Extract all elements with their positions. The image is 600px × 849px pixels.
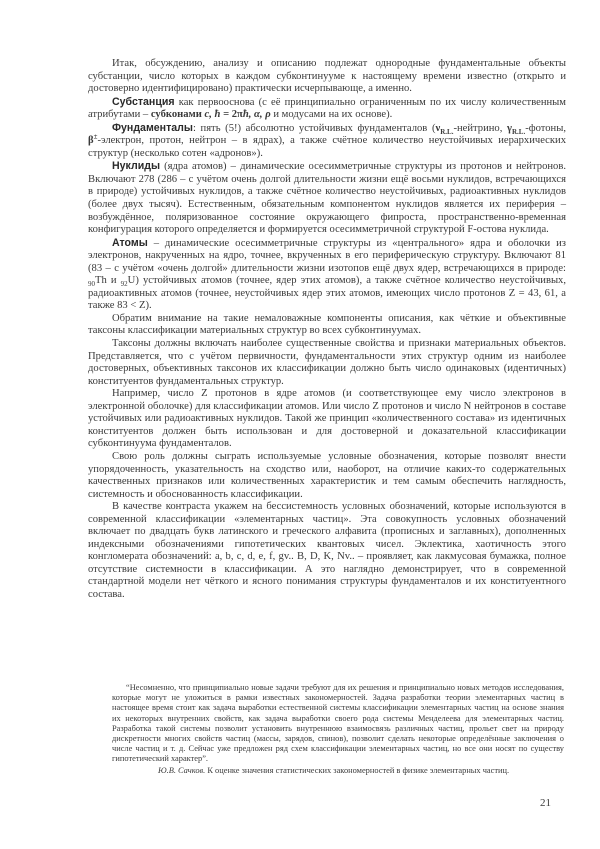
paragraph-substance: Субстанция как первооснова (с её принципиально ограниченным по их числу количественным атрибутами – субконами c, ħ = 2πħ, α, ρ и модусами на их основе). <box>88 95 566 121</box>
main-text <box>88 58 566 602</box>
quote-title: К оценке значения статистических закономерностей в физике элементарных частиц. <box>205 765 510 775</box>
quote-text: “Несомненно, что принципиально новые задачи требуют для их решения и принципиально новых методов исследования, которые могут не уложиться в рамки известных закономерностей. Задача разработки теории элементарных частиц в настоящее время стоит как задача выработки естественной системы классификации элементарных частиц на основе знания их некоторых внутренних свойств, как задача выработки своего рода системы Менделеева для элементарных частиц. Разработка такой системы позволит установить внутреннюю взаимосвязь различных частиц, прольет свет на природу дискретности многих свойств частиц (массы, зарядов, спинов), позволит сделать некоторые определённые заключения о числе частиц и т. д. Сейчас уже предложен ряд схем классификации элементарных частиц, но все они носят по существу гипотетический характер”. <box>112 683 564 764</box>
paragraph-taxa-properties: Таксоны должны включать наиболее существенные свойства и признаки материальных объектов. Представляется, что с учётом первичности, фундаментальности этих структур одним из наиболее достоверных, объективных таксонов их классификации должно быть число одинаковых (идентичных) конституентов фундаментальных структур. <box>88 338 566 387</box>
paragraph-taxa-attention: Обратим внимание на такие немаловажные компоненты описания, как чёткие и объективные таксоны классификации материальных структур во всех субконтинуумах. <box>88 312 566 337</box>
epigraph-quote <box>112 683 564 776</box>
paragraph-example: Например, число Z протонов в ядре атомов (и соответствующее ему число электронов в электронной оболочке) для классификации атомов. Или число Z протонов и число N нейтронов в составе устойчивых или радиоактивных нуклидов. Такой же принцип «количественного состава» из идентичных конституентов должен быть использован и для достоверной и доказательной классификации субконтинуума фундаменталов. <box>88 388 566 450</box>
term-fundamentals: Фундаменталы <box>112 121 193 134</box>
term-nuclides: Нуклиды <box>112 160 160 173</box>
term-atoms: Атомы <box>112 236 148 249</box>
paragraph-notation-role: Свою роль должны сыграть используемые условные обозначения, которые позволят внести упорядоченность, указательность на сходство или, наоборот, на отличие каких-то содержательных качественных признаков или количественных характеристик и тем самым обеспечить наглядность, системность и обоснованность классификации. <box>88 450 566 500</box>
paragraph-fundamentals: Фундаменталы: пять (5!) абсолютно устойчивых фундаменталов ($\nu_{R.L.}$-нейтрино, $\gamma_{R.L.}$-фотоны, β±-электрон, протон, нейтрон – в ядрах), а также счётное количество неустойчивых иерархических структур (несколько сотен «адронов»). <box>88 121 566 159</box>
quote-author: Ю.В. Сачков. <box>158 765 206 775</box>
quote-source <box>112 766 564 776</box>
paragraph-nuclides: Нуклиды (ядра атомов) – динамические осесимметричные структуры из протонов и нейтронов. Включают 278 (286 – с учётом очень долгой длительности жизни ещё восьми нуклидов, встречающихся в природе) устойчивых нуклидов, а также счётное количество неустойчивых, радиоактивных нуклидов (более двух тысяч). Естественным, обязательным компонентом нуклидов является их периферия – возбуждённое, поляризованное состояние окружающего фипроста, пространственно-временная конфигурация которого определяется и формируется осесимметричной структурой F-остова нуклида. <box>88 160 566 236</box>
paragraph-atoms: Атомы – динамические осесимметричные структуры из «центрального» ядра и оболочки из электронов, накрученных на ядро, точнее, вкрученных в его периферическую структуру. Включают 81 (83 – с учётом «очень долгой» длительности жизни изотопов ещё двух ядер, встречающихся в природе: $_{90}$Th и $_{92}$U) устойчивых атомов (точнее, ядер этих атомов), а также счётное количество неустойчивых, радиоактивных атомов (точнее, неустойчивых ядер этих атомов, имеющих число протонов Z = 43, 61, а также 83 < Z). <box>88 236 567 312</box>
paragraph-intro: Итак, обсуждению, анализу и описанию подлежат однородные фундаментальные объекты субстанции, число которых в каждом субконтинууме к настоящему времени известно (открыто и достоверно идентифицировано) практически исчерпывающе, а именно. <box>88 58 566 95</box>
page-number: 21 <box>540 797 551 809</box>
term-substance: Субстанция <box>112 95 175 108</box>
paragraph-contrast: В качестве контраста укажем на бессистемность условных обозначений, которые используются в современной классификации «элементарных частиц». Эта совокупность условных обозначений включает по двадцать букв латинского и греческого алфавита (прописных и заглавных), дополненных индексными обозначениями гипотетических квантовых чисел. Эклектика, хаотичность этого конгломерата обозначений: a, b, c, d, e, f, gv.. B, D, K, Nv.. – проявляет, как лакмусовая бумажка, полное отсутствие системности в классификации. А это наглядно демонстрирует, что в современной стандартной модели нет чёткого и ясного понимания структуры фундаменталов и их конституентного состава. <box>88 501 566 600</box>
